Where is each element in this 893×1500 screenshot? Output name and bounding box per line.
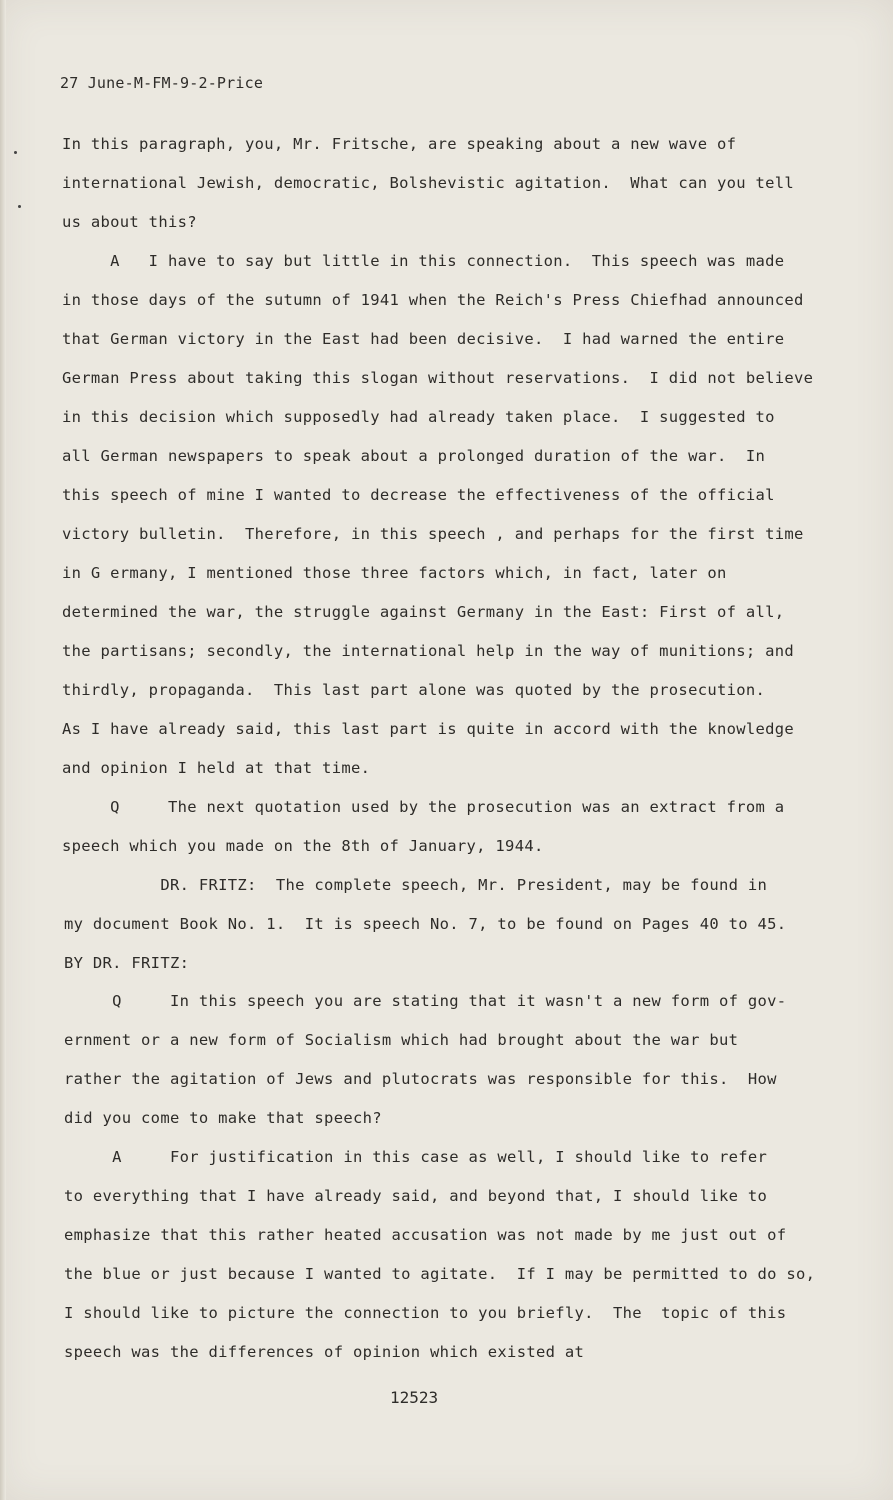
text-line: in G ermany, I mentioned those three factors which, in fact, later on — [62, 564, 727, 582]
text-line: this speech of mine I wanted to decrease the effectiveness of the official — [62, 486, 775, 504]
text-line: and opinion I held at that time. — [62, 759, 371, 777]
text-line: rather the agitation of Jews and plutocrats was responsible for this. How — [64, 1070, 777, 1088]
text-line: did you come to make that speech? — [64, 1109, 382, 1127]
text-line: in this decision which supposedly had already taken place. I suggested to — [62, 408, 775, 426]
text-line: in those days of the sutumn of 1941 when the Reich's Press Chiefhad announced — [62, 291, 804, 309]
text-line: us about this? — [62, 213, 197, 231]
text-line: In this paragraph, you, Mr. Fritsche, are speaking about a new wave of — [62, 135, 737, 153]
text-line: ernment or a new form of Socialism which had brought about the war but — [64, 1031, 739, 1049]
text-line: my document Book No. 1. It is speech No. 7, to be found on Pages 40 to 45. — [64, 915, 787, 933]
text-line: A I have to say but little in this connection. This speech was made — [62, 252, 785, 270]
text-line: speech which you made on the 8th of January, 1944. — [62, 837, 544, 855]
text-line: German Press about taking this slogan without reservations. I did not believe — [62, 369, 814, 387]
text-line: victory bulletin. Therefore, in this speech , and perhaps for the first time — [62, 525, 804, 543]
margin-mark — [14, 151, 17, 154]
text-line: DR. FRITZ: The complete speech, Mr. President, may be found in — [64, 876, 768, 894]
text-line: A For justification in this case as well, I should like to refer — [64, 1148, 768, 1166]
text-line: BY DR. FRITZ: — [64, 954, 190, 972]
text-line: the partisans; secondly, the international help in the way of munitions; and — [62, 642, 795, 660]
text-line: all German newspapers to speak about a prolonged duration of the war. In — [62, 447, 766, 465]
text-line: that German victory in the East had been decisive. I had warned the entire — [62, 330, 785, 348]
text-line: thirdly, propaganda. This last part alone was quoted by the prosecution. — [62, 681, 766, 699]
text-line: Q In this speech you are stating that it wasn't a new form of gov- — [64, 992, 787, 1010]
text-line: international Jewish, democratic, Bolshevistic agitation. What can you tell — [62, 174, 795, 192]
document-header: 27 June-M-FM-9-2-Price — [60, 74, 264, 92]
text-line: I should like to picture the connection to you briefly. The topic of this — [64, 1304, 787, 1322]
text-line: to everything that I have already said, and beyond that, I should like to — [64, 1187, 768, 1205]
text-line: As I have already said, this last part is quite in accord with the knowledge — [62, 720, 795, 738]
text-line: emphasize that this rather heated accusation was not made by me just out of — [64, 1226, 787, 1244]
text-line: speech was the differences of opinion which existed at — [64, 1343, 585, 1361]
text-line: the blue or just because I wanted to agitate. If I may be permitted to do so, — [64, 1265, 816, 1283]
margin-mark — [18, 205, 21, 208]
text-line: Q The next quotation used by the prosecution was an extract from a — [62, 798, 785, 816]
text-line: determined the war, the struggle against Germany in the East: First of all, — [62, 603, 785, 621]
page-number: 12523 — [390, 1388, 439, 1407]
page-edge — [0, 0, 6, 1500]
